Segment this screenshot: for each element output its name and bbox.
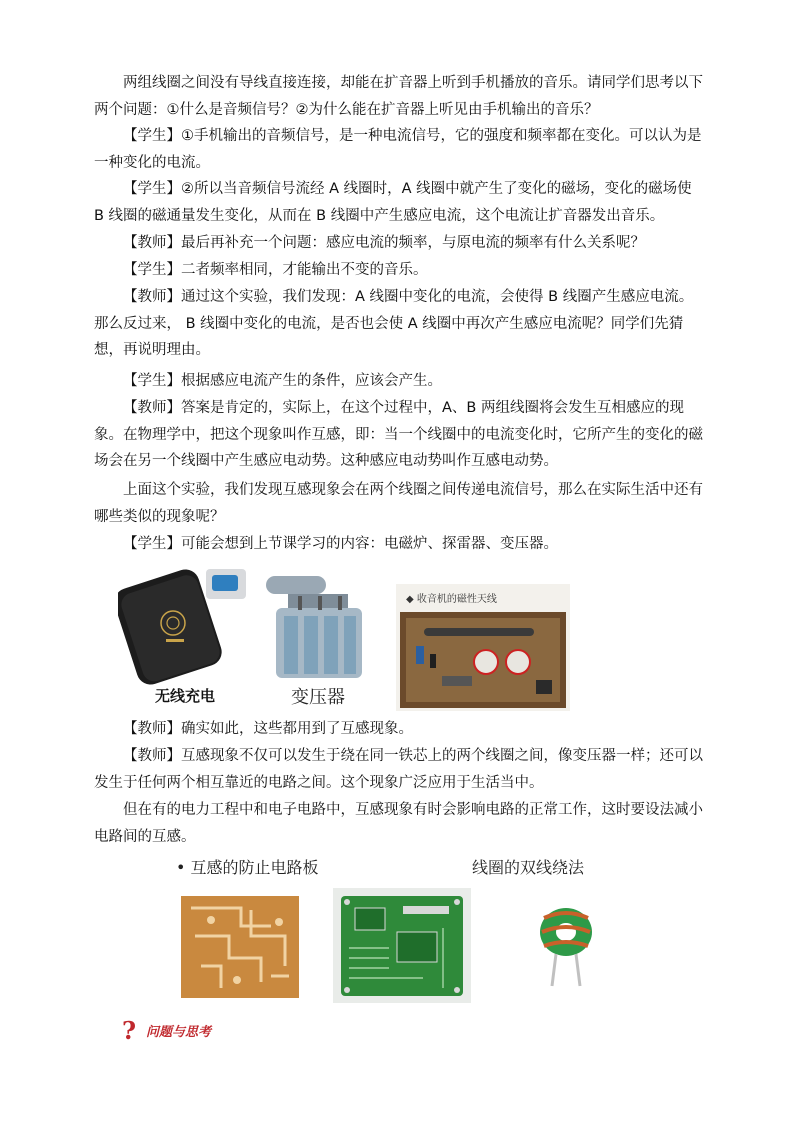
- pcb-caption: • 互感的防止电路板: [176, 858, 319, 877]
- paragraph-student-2: 【学生】②所以当音频信号流经 A 线圈时，A 线圈中就产生了变化的磁场，变化的磁场使 B 线圈的磁通量发生变化，从而在 B 线圈中产生感应电流，这个电流让扩音器发出音乐。: [94, 181, 692, 224]
- transformer-label: 变压器: [291, 687, 345, 708]
- bifilar-coil-image: [494, 888, 649, 1000]
- paragraph-student-4: 【学生】根据感应电流产生的条件，应该会产生。: [123, 373, 442, 389]
- paragraph-teacher-1: 【教师】最后再补充一个问题：感应电流的频率，与原电流的频率有什么关系呢？: [123, 235, 645, 251]
- radio-antenna-image: [396, 584, 570, 711]
- paragraph-intro: 两组线圈之间没有导线直接连接，却能在扩音器上听到手机播放的音乐。请同学们思考以下两个问题：①什么是音频信号？②为什么能在扩音器上听见由手机输出的音乐？: [94, 75, 703, 118]
- paragraph-question: 上面这个实验，我们发现互感现象会在两个线圈之间传递电流信号，那么在实际生活中还有哪些类似的现象呢？: [94, 482, 703, 525]
- paragraph-teacher-3: 【教师】答案是肯定的，实际上，在这个过程中，A、B 两组线圈将会发生互相感应的现象。在物理学中，把这个现象叫作互感，即：当一个线圈中的电流变化时，它所产生的变化的磁场会在另一个线圈中产生感应电动势。这种感应电动势叫作互感电动势。: [94, 400, 703, 469]
- question-mark-icon: ?: [122, 1016, 137, 1045]
- radio-antenna-label: ◆ 收音机的磁性天线: [406, 594, 497, 605]
- paragraph-student-5: 【学生】可能会想到上节课学习的内容：电磁炉、探雷器、变压器。: [123, 536, 558, 552]
- paragraph-student-1: 【学生】①手机输出的音频信号，是一种电流信号，它的强度和频率都在变化。可以认为是一种变化的电流。: [94, 128, 702, 171]
- bifilar-coil-caption: 线圈的双线绕法: [472, 858, 585, 877]
- paragraph-student-3: 【学生】二者频率相同，才能输出不变的音乐。: [123, 262, 428, 278]
- paragraph-teacher-5: 【教师】互感现象不仅可以发生于绕在同一铁芯上的两个线圈之间，像变压器一样；还可以发生于任何两个相互靠近的电路之间。这个现象广泛应用于生活当中。: [94, 748, 703, 791]
- copper-pcb-image: [181, 896, 299, 998]
- transformer-image: [258, 566, 378, 710]
- wireless-charging-label: 无线充电: [154, 687, 216, 705]
- paragraph-teacher-2: 【教师】通过这个实验，我们发现：A 线圈中变化的电流，会使得 B 线圈产生感应电流。那么反过来， B 线圈中变化的电流，是否也会使 A 线圈中再次产生感应电流呢？同学们先猜想，再说明理由。: [94, 289, 694, 358]
- wireless-charger-image: [118, 563, 253, 708]
- section-title: 问题与思考: [146, 1025, 212, 1040]
- paragraph-interference: 但在有的电力工程中和电子电路中，互感现象有时会影响电路的正常工作，这时要设法减小电路间的互感。: [94, 802, 703, 845]
- paragraph-teacher-4: 【教师】确实如此，这些都用到了互感现象。: [123, 721, 413, 737]
- green-pcb-image: [333, 888, 471, 1003]
- question-think-heading: [120, 1015, 240, 1045]
